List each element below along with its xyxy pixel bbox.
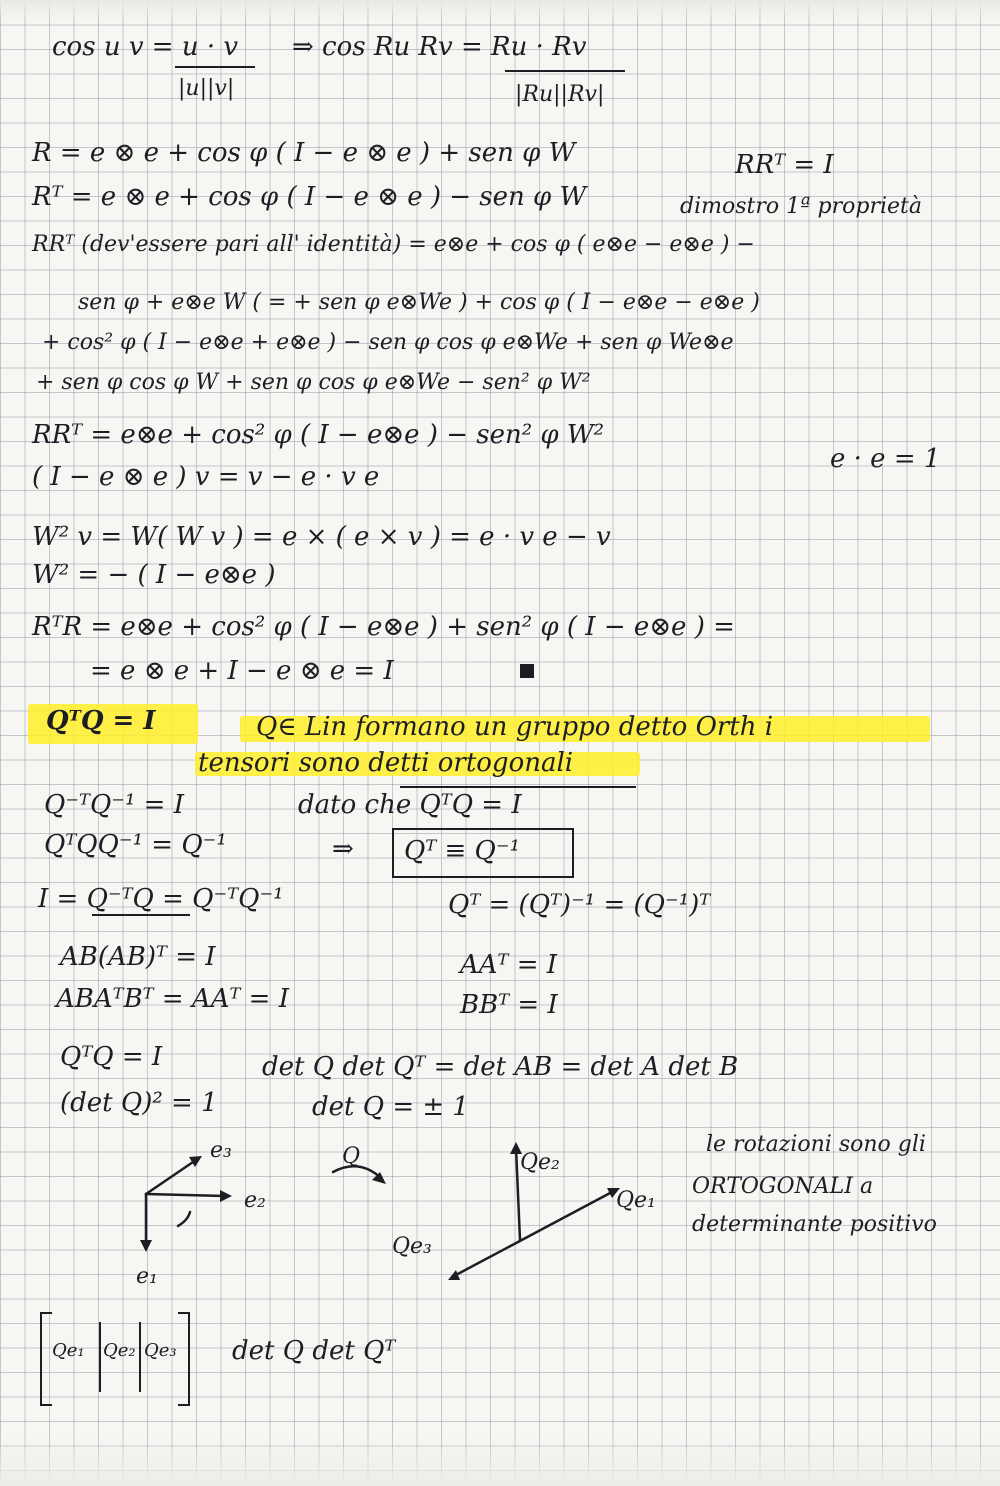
note-line-RRT-identity: RRᵀ (dev'essere pari all' identità) = e⊗e + cos φ ( e⊗e − e⊗e ) − <box>32 232 755 257</box>
note-line-RRT-I: RRᵀ = I <box>735 150 834 180</box>
note-rotations-3: determinante positivo <box>692 1212 937 1237</box>
axis-e3 <box>146 1160 196 1194</box>
note-line-orth-group: Q∈ Lin formano un gruppo detto Orth i <box>256 712 774 742</box>
note-line-QT-equiv-Qinv: Qᵀ ≡ Q⁻¹ <box>404 836 521 866</box>
note-line-AB: AB(AB)ᵀ = I <box>60 942 216 972</box>
label-e3: e₃ <box>210 1138 232 1163</box>
note-line-given: dato che QᵀQ = I <box>298 790 522 820</box>
note-line-QTQ-I-2: QᵀQ = I <box>60 1042 163 1072</box>
label-Q: Q <box>342 1144 361 1169</box>
note-line-RTR: RᵀR = e⊗e + cos² φ ( I − e⊗e ) + sen² φ ( I − e⊗e ) = <box>32 612 735 642</box>
matrix-bracket-left <box>40 1312 52 1406</box>
note-line-RT-def: Rᵀ = e ⊗ e + cos φ ( I − e ⊗ e ) − sen φ W <box>32 182 587 212</box>
implies-arrow: ⇒ <box>332 834 354 864</box>
note-line-QinvT: Q⁻ᵀQ⁻¹ = I <box>44 790 185 820</box>
note-line-W2v: W² v = W( W v ) = e × ( e × v ) = e · v e − v <box>32 522 611 552</box>
note-line-orthogonal-tensors: tensori sono detti ortogonali <box>198 748 574 778</box>
note-line-QTQQinv: QᵀQQ⁻¹ = Q⁻¹ <box>44 830 227 860</box>
label-Qe3: Qe₃ <box>392 1234 432 1259</box>
note-line-expansion-1: sen φ + e⊗e W ( = + sen φ e⊗We ) + cos φ ( I − e⊗e − e⊗e ) <box>78 290 760 315</box>
axis-Qe1 <box>454 1192 612 1276</box>
matrix-col-Qe1: Qe₁ <box>52 1340 85 1361</box>
note-line-I-QinvTQ: I = Q⁻ᵀQ = Q⁻ᵀQ⁻¹ <box>38 884 284 914</box>
note-line-detQ-detQT: det Q det Qᵀ <box>232 1336 396 1366</box>
note-line-RTR-result: = e ⊗ e + I − e ⊗ e = I <box>90 656 394 686</box>
note-line-W2: W² = − ( I − e⊗e ) <box>32 560 276 590</box>
note-line-detQ-pm1: det Q = ± 1 <box>312 1092 469 1122</box>
note-line-expansion-3: + sen φ cos φ W + sen φ cos φ e⊗We − sen² φ W² <box>36 370 591 395</box>
label-Qe2: Qe₂ <box>520 1150 560 1175</box>
matrix-col-Qe3: Qe₃ <box>144 1340 177 1361</box>
matrix-divider <box>99 1322 101 1392</box>
note-line-rotated-norms: |Ru||Rv| <box>515 82 605 107</box>
note-line-AAT: AAᵀ = I <box>460 950 558 980</box>
matrix-bracket-right <box>178 1312 190 1406</box>
note-line-unit-vector: e · e = 1 <box>830 444 941 474</box>
matrix-col-Qe2: Qe₂ <box>103 1340 136 1361</box>
label-e2: e₂ <box>244 1188 266 1213</box>
note-line-R-def: R = e ⊗ e + cos φ ( I − e ⊗ e ) + sen φ W <box>32 138 576 168</box>
note-line-norms: |u||v| <box>178 76 235 101</box>
note-line-RRT-result: RRᵀ = e⊗e + cos² φ ( I − e⊗e ) − sen² φ W² <box>32 420 605 450</box>
note-line-detQ-squared: (det Q)² = 1 <box>60 1088 218 1118</box>
note-line-QT-equalities: Qᵀ = (Qᵀ)⁻¹ = (Q⁻¹)ᵀ <box>448 890 711 920</box>
note-line-cos-angle: cos u v = u · v <box>52 32 239 62</box>
note-line-det-product: det Q det Qᵀ = det AB = det A det B <box>262 1052 739 1082</box>
note-line-expansion-2: + cos² φ ( I − e⊗e + e⊗e ) − sen φ cos φ e⊗We + sen φ We⊗e <box>42 330 734 355</box>
note-rotations-1: le rotazioni sono gli <box>706 1132 926 1157</box>
axis-e2 <box>146 1194 225 1196</box>
note-rotations-2: ORTOGONALI a <box>692 1174 874 1199</box>
note-line-projection: ( I − e ⊗ e ) v = v − e · v e <box>32 462 380 492</box>
note-line-BBT: BBᵀ = I <box>460 990 558 1020</box>
rotation-arc <box>178 1212 190 1226</box>
paper-bottom-edge <box>0 1436 1000 1486</box>
note-line-prove-first-property: dimostro 1ª proprietà <box>680 194 923 219</box>
note-line-ABATBT: ABAᵀBᵀ = AAᵀ = I <box>56 984 289 1014</box>
note-line-QTQ-I: QᵀQ = I <box>46 706 156 736</box>
note-line-cos-rotated: ⇒ cos Ru Rv = Ru · Rv <box>292 32 587 62</box>
label-Qe1: Qe₁ <box>616 1188 656 1213</box>
matrix-divider <box>139 1322 141 1392</box>
label-e1: e₁ <box>136 1264 158 1289</box>
